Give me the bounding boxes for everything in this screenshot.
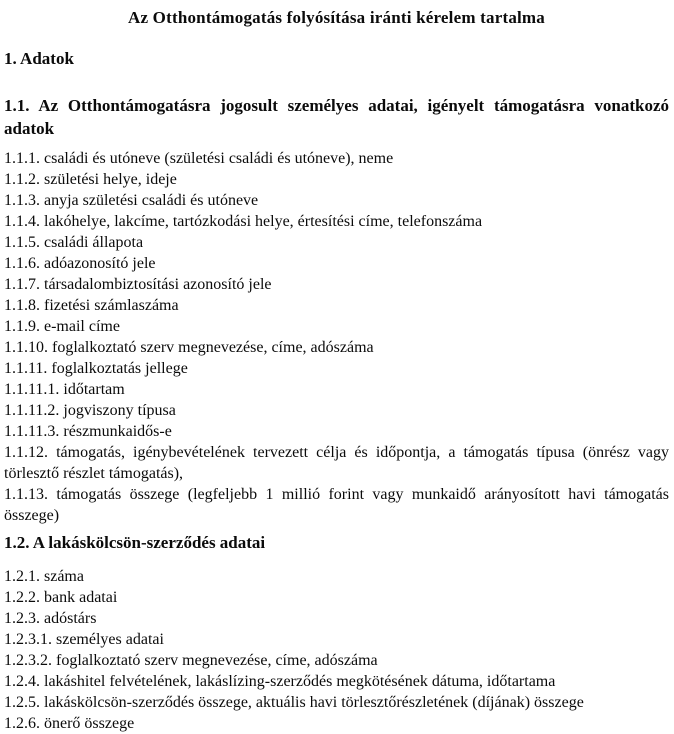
list-item: 1.1.11.2. jogviszony típusa: [4, 402, 176, 419]
subsection-1-2-list: [4, 566, 669, 734]
list-item: 1.1.9. e-mail címe: [4, 318, 120, 335]
document-title: Az Otthontámogatás folyósítása iránti kérelem tartalma: [128, 8, 545, 27]
list-item: 1.2.1. száma: [4, 568, 84, 585]
list-item: 1.1.12. támogatás, igénybevételének tervezett célja és időpontja, a támogatás típusa (önrész vagy törlesztő részlet támogatás),: [4, 444, 669, 482]
list-item: 1.1.8. fizetési számlaszáma: [4, 297, 179, 314]
list-item: 1.1.13. támogatás összege (legfeljebb 1 millió forint vagy munkaidő arányosított havi támogatás összege): [4, 486, 669, 524]
list-item: 1.1.11.1. időtartam: [4, 381, 125, 398]
list-item: 1.1.2. születési helye, ideje: [4, 171, 177, 188]
list-item: 1.2.2. bank adatai: [4, 589, 118, 606]
list-item: 1.2.3. adóstárs: [4, 610, 97, 627]
list-item: 1.1.11.3. részmunkaidős-e: [4, 423, 172, 440]
list-item: 1.2.3.2. foglalkoztató szerv megnevezése, címe, adószáma: [4, 652, 378, 669]
section-1-heading: 1. Adatok: [4, 49, 74, 68]
list-item: 1.1.6. adóazonosító jele: [4, 255, 156, 272]
list-item: 1.1.5. családi állapota: [4, 234, 144, 251]
subsection-1-1-list: [4, 148, 669, 526]
list-item: 1.1.11. foglalkoztatás jellege: [4, 360, 188, 377]
list-item: 1.2.4. lakáshitel felvételének, lakáslízing-szerződés megkötésének dátuma, időtartama: [4, 673, 556, 690]
subsection-1-1-heading: 1.1. Az Otthontámogatásra jogosult személyes adatai, igényelt támogatásra vonatkozó adatok: [4, 96, 669, 138]
list-item: 1.1.4. lakóhelye, lakcíme, tartózkodási helye, értesítési címe, telefonszáma: [4, 213, 483, 230]
list-item: 1.1.10. foglalkoztató szerv megnevezése, címe, adószáma: [4, 339, 374, 356]
list-item: 1.2.3.1. személyes adatai: [4, 631, 164, 648]
list-item: 1.1.7. társadalombiztosítási azonosító jele: [4, 276, 272, 293]
list-item: 1.2.6. önerő összege: [4, 715, 135, 732]
list-item: 1.1.3. anyja születési családi és utóneve: [4, 192, 259, 209]
subsection-1-2-heading: 1.2. A lakáskölcsön-szerződés adatai: [4, 533, 266, 552]
list-item: 1.1.1. családi és utóneve (születési családi és utóneve), neme: [4, 150, 394, 167]
list-item: 1.2.5. lakáskölcsön-szerződés összege, aktuális havi törlesztőrészletének (díjának) összege: [4, 694, 584, 711]
